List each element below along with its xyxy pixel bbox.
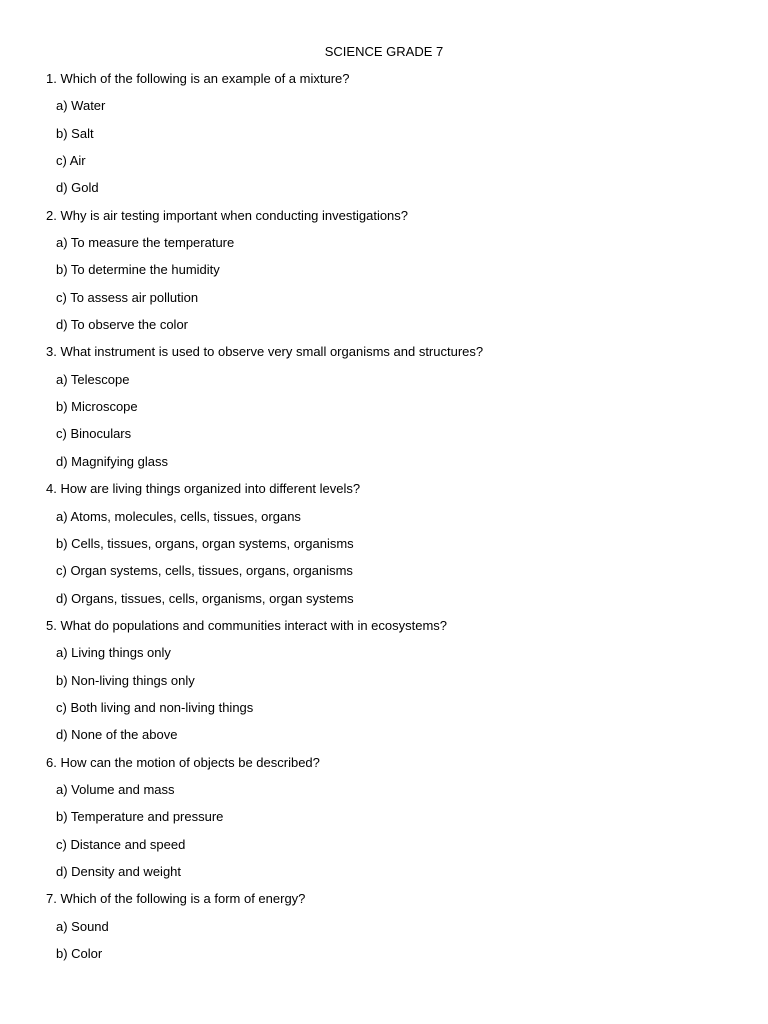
question-3-option-b: b) Microscope bbox=[56, 399, 138, 415]
question-1: 1. Which of the following is an example of a mixture? bbox=[46, 71, 350, 86]
question-4-option-b: b) Cells, tissues, organs, organ systems, organisms bbox=[56, 535, 354, 551]
question-1-option-d: d) Gold bbox=[56, 180, 99, 196]
question-1-option-b: b) Salt bbox=[56, 125, 94, 141]
question-6-option-a: a) Volume and mass bbox=[56, 781, 175, 797]
question-7-option-b: b) Color bbox=[56, 946, 103, 961]
question-5-option-b: b) Non-living things only bbox=[56, 672, 195, 688]
question-5-option-d: d) None of the above bbox=[56, 727, 178, 743]
question-3-option-a: a) Telescope bbox=[56, 371, 130, 387]
question-4-option-d: d) Organs, tissues, cells, organisms, organ systems bbox=[56, 590, 354, 606]
page-title: SCIENCE GRADE 7 bbox=[324, 44, 444, 59]
question-4: 4. How are living things organized into different levels? bbox=[46, 481, 361, 497]
question-7: 7. Which of the following is a form of energy? bbox=[46, 891, 306, 907]
question-1-option-c: c) Air bbox=[56, 153, 86, 169]
question-2: 2. Why is air testing important when conducting investigations? bbox=[46, 207, 409, 223]
question-6: 6. How can the motion of objects be described? bbox=[46, 754, 320, 770]
question-4-option-a: a) Atoms, molecules, cells, tissues, organs bbox=[56, 508, 301, 524]
question-4-option-c: c) Organ systems, cells, tissues, organs, organisms bbox=[56, 563, 353, 579]
question-3-option-d: d) Magnifying glass bbox=[56, 453, 168, 469]
question-5-option-c: c) Both living and non-living things bbox=[56, 699, 254, 715]
question-7-option-a: a) Sound bbox=[56, 918, 109, 934]
question-3: 3. What instrument is used to observe very small organisms and structures? bbox=[46, 344, 484, 360]
question-2-option-d: d) To observe the color bbox=[56, 317, 188, 333]
question-2-option-a: a) To measure the temperature bbox=[56, 235, 235, 251]
question-2-option-b: b) To determine the humidity bbox=[56, 262, 220, 278]
question-3-option-c: c) Binoculars bbox=[56, 426, 132, 442]
question-5: 5. What do populations and communities interact with in ecosystems? bbox=[46, 617, 448, 633]
question-6-option-c: c) Distance and speed bbox=[56, 836, 186, 852]
question-2-option-c: c) To assess air pollution bbox=[56, 289, 199, 305]
question-list bbox=[46, 69, 746, 971]
question-6-option-d: d) Density and weight bbox=[56, 863, 182, 879]
question-1-option-a: a) Water bbox=[56, 98, 106, 114]
question-6-option-b: b) Temperature and pressure bbox=[56, 809, 224, 825]
question-5-option-a: a) Living things only bbox=[56, 645, 171, 661]
